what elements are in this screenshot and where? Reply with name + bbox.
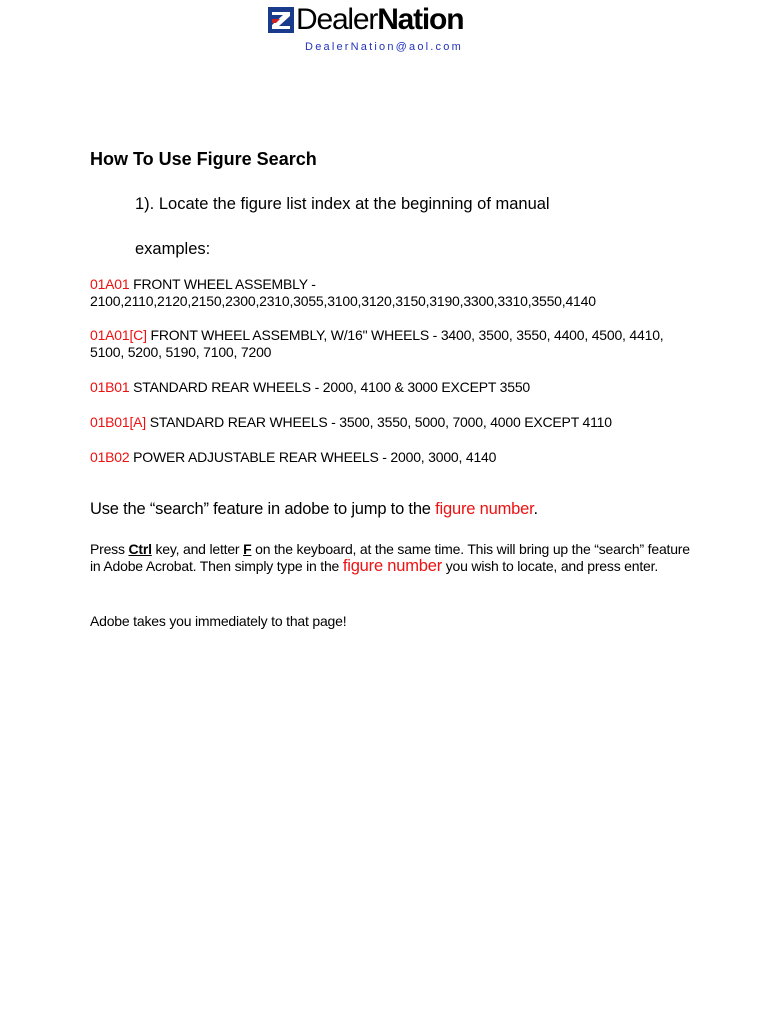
use-search-end: . <box>533 500 538 518</box>
figure-number-highlight: figure number <box>342 557 443 575</box>
final-note: Adobe takes you immediately to that page! <box>90 613 347 629</box>
logo-wordmark <box>296 2 463 38</box>
figure-number-highlight: figure number <box>435 500 534 518</box>
press-text: key, and letter <box>151 541 244 557</box>
example-item <box>90 276 690 310</box>
use-search-instruction <box>90 501 690 518</box>
press-keys-instruction <box>90 541 690 575</box>
ctrl-key-label: Ctrl <box>128 541 152 557</box>
step-1-text: 1). Locate the figure list index at the beginning of manual <box>135 195 550 213</box>
example-description: FRONT WHEEL ASSEMBLY, W/16" WHEELS - 3400, 3500, 3550, 4400, 4500, 4410, 5100, 5200, 5190, 7100, 7200 <box>90 327 664 360</box>
press-text: Press <box>90 541 129 557</box>
logo-text-dealer: Dealer <box>296 3 378 36</box>
example-item <box>90 379 690 396</box>
dealer-nation-logo <box>268 2 504 38</box>
logo-text-nation: Nation <box>377 3 464 36</box>
figure-number: 01A01[C] <box>90 327 147 343</box>
press-text: on the keyboard, at the same time. This will bring up the “search” feature in Adobe Acrobat. Then simply type in the <box>90 541 690 574</box>
example-item <box>90 327 690 361</box>
press-text: you wish to locate, and press enter. <box>442 558 659 574</box>
example-description: POWER ADJUSTABLE REAR WHEELS - 2000, 3000, 4140 <box>129 449 497 465</box>
example-item <box>90 414 690 431</box>
dealer-nation-logo-icon <box>268 7 294 33</box>
examples-label: examples: <box>135 240 211 258</box>
figure-number: 01B01 <box>90 379 130 395</box>
figure-number: 01B01[A] <box>90 414 146 430</box>
page-title: How To Use Figure Search <box>90 149 317 169</box>
use-search-text: Use the “search” feature in adobe to jump to the <box>90 500 436 518</box>
example-description: STANDARD REAR WHEELS - 3500, 3550, 5000, 7000, 4000 EXCEPT 4110 <box>146 414 612 430</box>
example-description: FRONT WHEEL ASSEMBLY - 2100,2110,2120,2150,2300,2310,3055,3100,3120,3150,3190,3300,3310,3550,4140 <box>90 276 596 309</box>
example-description: STANDARD REAR WHEELS - 2000, 4100 & 3000 EXCEPT 3550 <box>129 379 530 395</box>
example-item <box>90 449 690 466</box>
figure-number: 01A01 <box>90 276 130 292</box>
contact-email[interactable]: DealerNation@aol.com <box>305 41 463 53</box>
figure-number: 01B02 <box>90 449 130 465</box>
f-key-label: F <box>243 541 252 557</box>
